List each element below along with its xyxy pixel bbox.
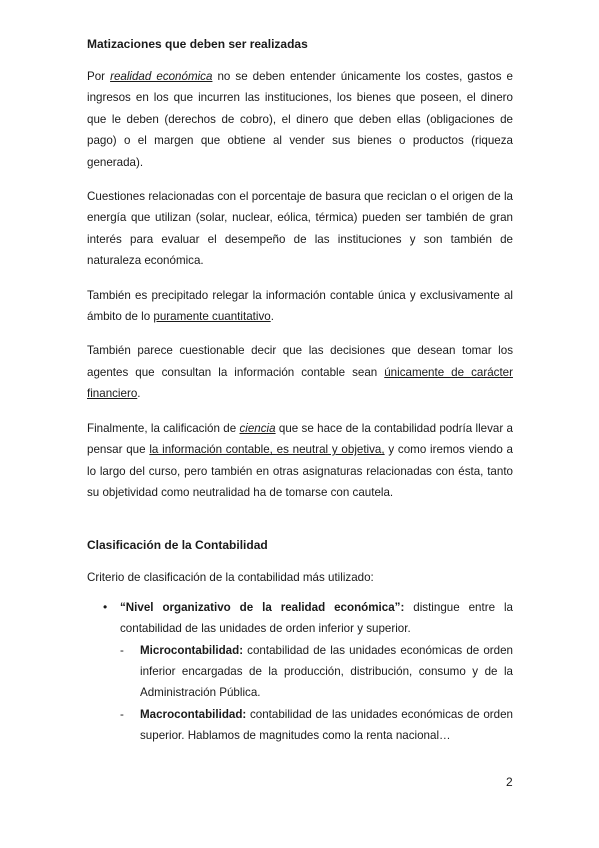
text-span: no se deben entender únicamente los costes, gastos e ingresos en los que incurren las instituciones, los bienes que poseen, el dinero que le deben (derechos de cobro), el dinero que deben ellas (obligaciones de pago) o el margen que obtiene al vender sus bienes o productos (riqueza generada). — [87, 70, 513, 169]
term-neutral-objetiva: la información contable, es neutral y objetiva, — [149, 443, 385, 457]
section-heading-clasificacion: Clasificación de la Contabilidad — [87, 538, 268, 553]
section-spacer — [87, 516, 513, 537]
bullet-text: distingue entre la contabilidad de las unidades de orden inferior y superior. — [120, 600, 513, 636]
dash-marker: - — [120, 707, 124, 721]
text-span: Finalmente, la calificación de — [87, 421, 240, 435]
text-span: y como iremos viendo a lo largo del curso, pero también en otras asignaturas relacionadas con ésta, tanto su objetividad como neutralidad ha de tomarse con cautela. — [87, 443, 513, 499]
text-span: También es precipitado relegar la información contable única y exclusivamente al ámbito de lo — [87, 288, 513, 324]
term-puramente-cuantitativo: puramente cuantitativo — [153, 310, 271, 324]
paragraph-cuantitativo — [87, 285, 513, 328]
section-heading-matizaciones: Matizaciones que deben ser realizadas — [87, 37, 308, 51]
bullet-bold-title: “Nivel organizativo de la realidad económica”: — [120, 600, 405, 614]
sub-item-microcontabilidad — [87, 640, 513, 704]
page-number: 2 — [506, 775, 513, 789]
bullet-item-nivel-organizativo — [87, 597, 513, 640]
paragraph-ciencia — [87, 418, 513, 504]
text-span: También parece cuestionable decir que las decisiones que desean tomar los agentes que consultan la información contable sean — [87, 344, 513, 379]
bullet-marker: • — [103, 599, 108, 614]
sub-item-text: contabilidad de las unidades económicas de orden superior. Hablamos de magnitudes como la renta nacional… — [140, 707, 513, 743]
text-span: . — [270, 310, 274, 324]
term-realidad-economica: realidad económica — [110, 70, 213, 83]
text-span: Por — [87, 70, 111, 83]
dash-marker: - — [120, 643, 124, 657]
sub-item-title: Macrocontabilidad: — [140, 707, 247, 721]
paragraph-realidad-economica — [87, 66, 513, 173]
sub-item-macrocontabilidad — [87, 704, 513, 747]
term-ciencia: ciencia — [239, 421, 276, 435]
text-span: . — [137, 387, 141, 401]
sub-item-text: contabilidad de las unidades económicas de orden inferior encargadas de la producción, distribución, consumo y de la Administración Pública. — [140, 643, 513, 700]
paragraph-financiero — [87, 340, 513, 404]
sub-item-title: Microcontabilidad: — [140, 643, 244, 657]
text-span: que se hace de la contabilidad podría llevar a pensar que — [87, 421, 513, 457]
term-caracter-financiero: únicamente de carácter financiero — [87, 365, 513, 401]
paragraph-basura-energia: Cuestiones relacionadas con el porcentaje de basura que reciclan o el origen de la energía que utilizan (solar, nuclear, eólica, térmica) pueden ser también de gran interés para evaluar el desempeño de las instituciones y son también de naturaleza económica. — [87, 190, 513, 268]
paragraph-criterio: Criterio de clasificación de la contabilidad más utilizado: — [87, 571, 374, 585]
page-content — [87, 36, 513, 747]
